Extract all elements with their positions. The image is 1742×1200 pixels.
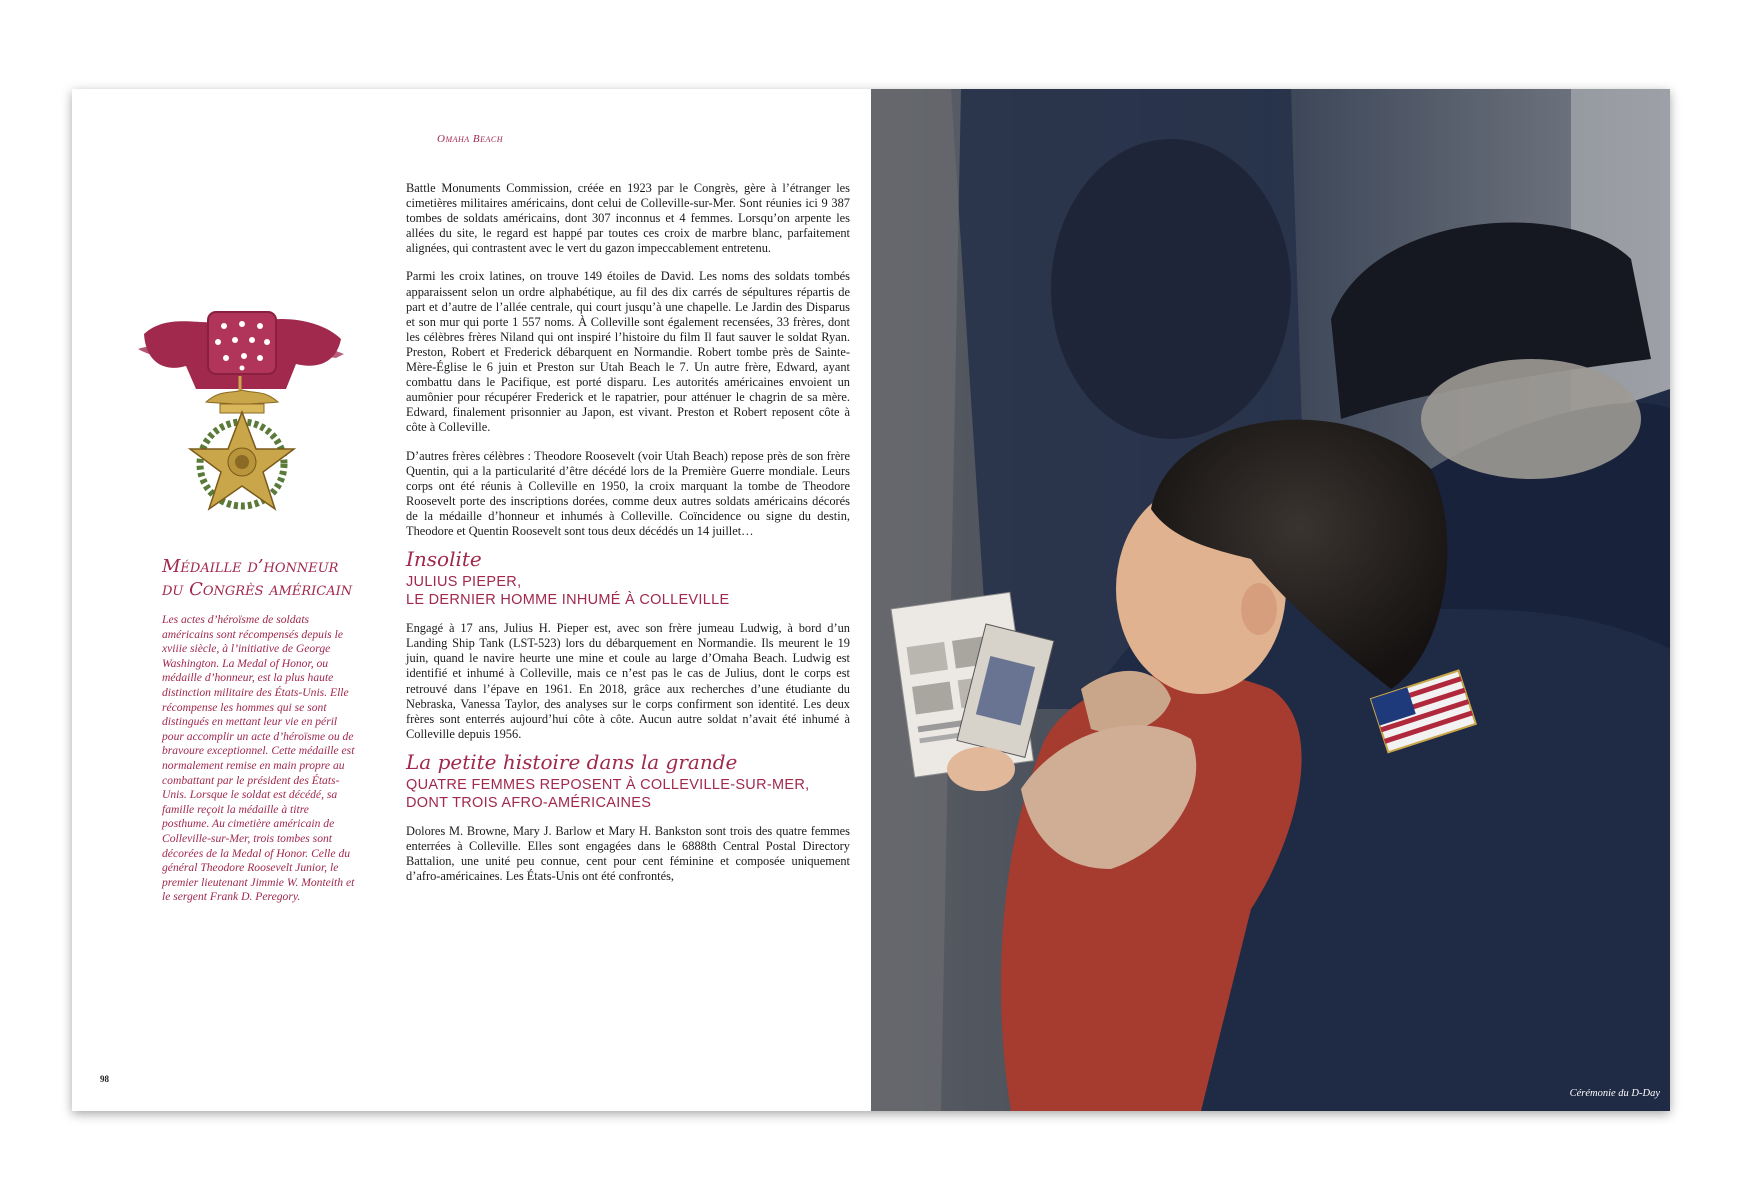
sidebar-title-line2: du Congrès américain [162, 579, 353, 600]
right-page-photo [871, 89, 1670, 1111]
paragraph-2: Parmi les croix latines, on trouve 149 étoiles de David. Les noms des soldats tombés apparaissent selon un ordre alphabétique, au fil des dix carrés de sépultures répartis de part et d’autre de l’allée centrale, qui court jusqu’à une chapelle. Le Jardin des Disparus et son mur qui porte 1 557 noms. À Colleville sont également recensées, 33 frères, dont les célèbres frères Niland qui ont inspiré l’histoire du film Il faut sauver le soldat Ryan. Preston, Robert et Frederick débarquent en Normandie. Robert tombe près de Sainte-Mère-Église le 6 juin et Preston sur Utah Beach le 7. Un autre frère, Edward, ayant combattu dans le Pacifique, est porté disparu. Les autorités américaines envoient un aumônier pour récupérer Frederick et le rapatrier, pour atténuer le chagrin de sa mère. Edward, finalement prisonnier au Japon, est vivant. Preston et Robert reposent côte à côte à Colleville. [406, 269, 850, 435]
section-2-heading [406, 776, 850, 812]
medal-of-honor-illustration [136, 294, 346, 539]
running-head: Omaha Beach [437, 133, 504, 145]
section-1-heading [406, 573, 850, 609]
sidebar-text-block [162, 613, 356, 905]
section-2-script-title: La petite histoire dans la grande [406, 749, 738, 774]
section-1-text: Engagé à 17 ans, Julius H. Pieper est, avec son frère jumeau Ludwig, à bord d’un Landing Ship Tank (LST-523) lors du débarquement en Normandie. Ils meurent le 19 juin, quand le navire heurte une mine et coule au large d’Omaha Beach. Ludwig est identifié et inhumé à Colleville, mais ce n’est pas le cas de Julius, dont le corps est retrouvé dans l’épave en 1961. En 2018, grâce aux recherches d’une étudiante du Nebraska, Vanessa Taylor, des analyses sur le corps confirment son identité. Les deux frères sont enterrés aujourd’hui côte à côte. Aucun autre soldat n’avait été inhumé à Colleville depuis 1956. [406, 621, 850, 741]
section-1-script-title: Insolite [406, 547, 482, 572]
left-page [72, 89, 871, 1111]
ceremony-photo [871, 89, 1670, 1111]
star-medal [190, 412, 294, 509]
book-spread [72, 89, 1670, 1111]
main-text-column [406, 181, 850, 897]
paragraph-3: D’autres frères célèbres : Theodore Roosevelt (voir Utah Beach) repose près de son frère Quentin, qui a la particularité d’être décédé lors de la Première Guerre mondiale. Leurs corps ont été réunis à Colleville en 1950, la croix marquant la tombe de Theodore Roosevelt porte des inscriptions dorées, comme deux autres soldats américains décorés de la médaille d’honneur et inhumés à Colleville. Coïncidence ou signe du destin, Theodore et Quentin Roosevelt sont tous deux décédés un 14 juillet… [406, 448, 850, 538]
sidebar-title-line1: Médaille d’honneur [162, 556, 339, 577]
section-2-heading-line1: QUATRE FEMMES REPOSENT À COLLEVILLE-SUR-MER, [406, 777, 810, 793]
section-2-heading-line2: DONT TROIS AFRO-AMÉRICAINES [406, 795, 652, 811]
paragraph-1: Battle Monuments Commission, créée en 1923 par le Congrès, gère à l’étranger les cimetières militaires américains, dont celui de Colleville-sur-Mer. Sont réunies ici 9 387 tombes de soldats américains, dont 307 inconnus et 4 femmes. Lorsqu’on arpente les allées du site, le regard est happé par toutes ces croix de marbre blanc, parfaitement alignées, qui contrastent avec le vert du gazon impeccablement entretenu. [406, 181, 850, 256]
section-1-heading-line2: LE DERNIER HOMME INHUMÉ À COLLEVILLE [406, 592, 730, 609]
backpack [1051, 139, 1291, 439]
page-number: 98 [100, 1074, 109, 1084]
child-hand [947, 747, 1015, 791]
eagle-bar [206, 390, 278, 413]
sidebar-title [162, 555, 372, 601]
photo-caption: Cérémonie du D-Day [1569, 1088, 1660, 1099]
section-1-heading-line1: JULIUS PIEPER, [406, 574, 522, 591]
section-2-text: Dolores M. Browne, Mary J. Barlow et Mary H. Bankston sont trois des quatre femmes enterrées à Colleville. Elles sont engagées dans le 6888th Central Postal Directory Battalion, une unité peu connue, cent pour cent féminine et composée uniquement d’afro-américaines. Les États-Unis ont été confrontés, [406, 824, 850, 884]
sidebar-text: Les actes d’héroïsme de soldats américains sont récompensés depuis le xviiie siècle, à l’initiative de George Washington. La Medal of Honor, ou médaille d’honneur, est la plus haute distinction militaire des États-Unis. Elle récompense les hommes qui se sont distingués en mettant leur vie en péril pour accomplir un acte d’héroïsme ou de bravoure exceptionnel. Cette médaille est normalement remise en main propre au combattant par le président des États-Unis. Lorsque le soldat est décédé, sa famille reçoit la médaille à titre posthume. Au cimetière américain de Colleville-sur-Mer, trois tombes sont décorées de la Medal of Honor. Celle du général Theodore Roosevelt Junior, le premier lieutenant Jimmie W. Monteith et le sergent Frank D. Peregory. [162, 613, 355, 904]
